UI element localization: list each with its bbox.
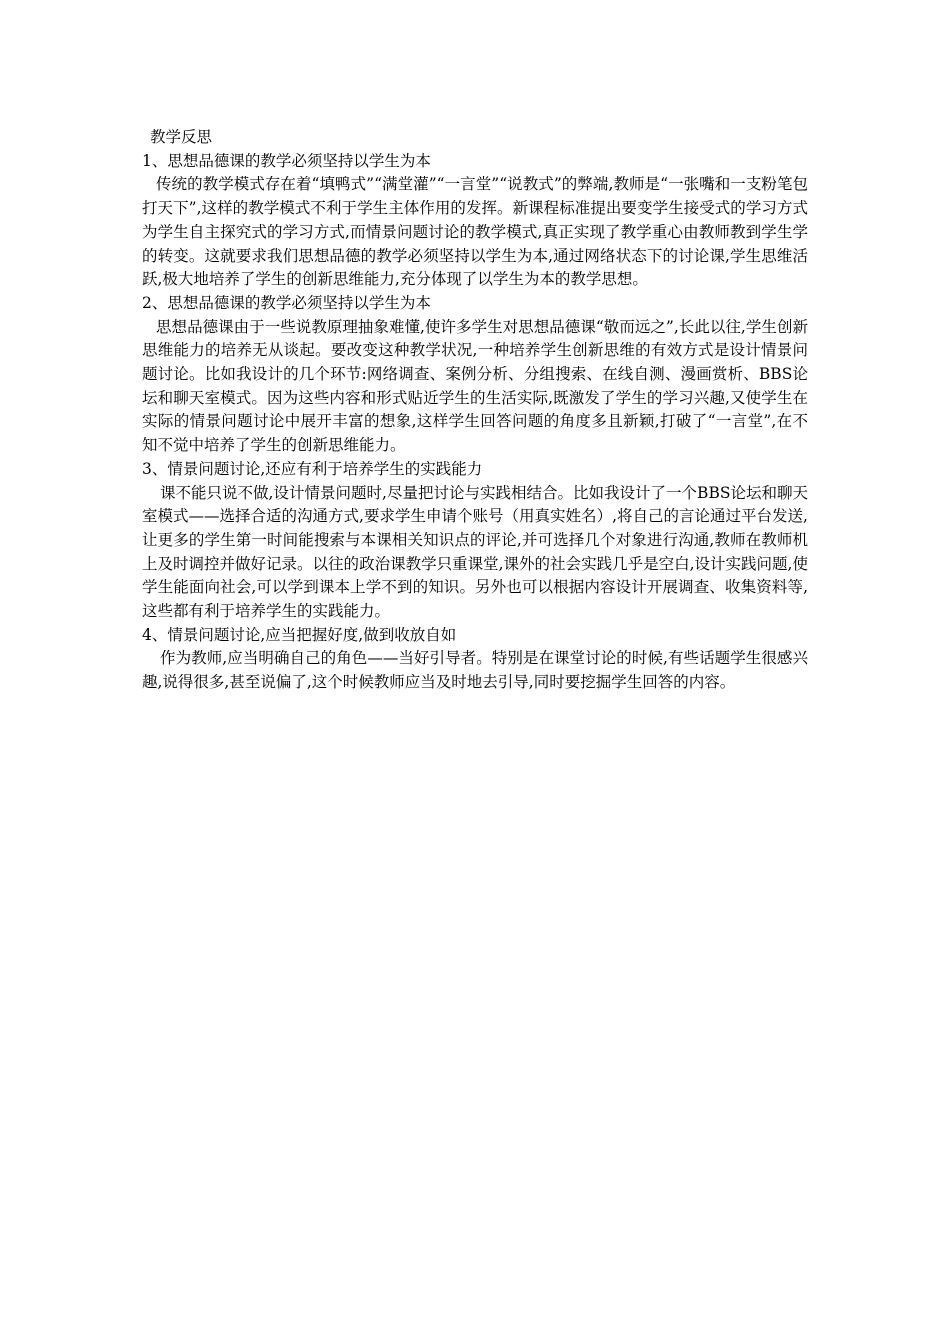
section-paragraph: 传统的教学模式存在着“填鸭式”“满堂灌”“一言堂”“说教式”的弊端,教师是“一张嘴和一支粉笔包打天下”,这样的教学模式不利于学生主体作用的发挥。新课程标准提出要变学生接受式的学习方式为学生自主探究式的学习方式,而情景问题讨论的教学模式,真正实现了教学重心由教师教到学生学的转变。这就要求我们思想品德的教学必须坚持以学生为本,通过网络状态下的讨论课,学生思维活跃,极大地培养了学生的创新思维能力,充分体现了以学生为本的教学思想。 <box>142 175 808 289</box>
section-1 <box>142 150 808 292</box>
section-paragraph: 作为教师,应当明确自己的角色——当好引导者。特别是在课堂讨论的时候,有些话题学生很感兴趣,说得很多,甚至说偏了,这个时候教师应当及时地去引导,同时要挖掘学生回答的内容。 <box>142 649 808 692</box>
section-heading: 1、思想品德课的教学必须坚持以学生为本 <box>142 151 431 170</box>
section-heading: 2、思想品德课的教学必须坚持以学生为本 <box>142 293 431 312</box>
section-heading: 3、情景问题讨论,还应有利于培养学生的实践能力 <box>142 459 483 478</box>
section-2 <box>142 292 808 458</box>
document-page <box>142 126 808 695</box>
section-3 <box>142 458 808 624</box>
section-paragraph: 思想品德课由于一些说教原理抽象难懂,使许多学生对思想品德课“敬而远之”,长此以往,学生创新思维能力的培养无从谈起。要改变这种教学状况,一种培养学生创新思维的有效方式是设计情景问题讨论。比如我设计的几个环节:网络调查、案例分析、分组搜索、在线自测、漫画赏析、BBS论坛和聊天室模式。因为这些内容和形式贴近学生的生活实际,既激发了学生的学习兴趣,又使学生在实际的情景问题讨论中展开丰富的想象,这样学生回答问题的角度多且新颖,打破了“一言堂”,在不知不觉中培养了学生的创新思维能力。 <box>142 317 808 455</box>
section-heading: 4、情景问题讨论,应当把握好度,做到收放自如 <box>142 625 457 644</box>
section-paragraph: 课不能只说不做,设计情景问题时,尽量把讨论与实践相结合。比如我设计了一个BBS论坛和聊天室模式——选择合适的沟通方式,要求学生申请个账号（用真实姓名）,将自己的言论通过平台发送,让更多的学生第一时间能搜索与本课相关知识点的评论,并可选择几个对象进行沟通,教师在教师机上及时调控并做好记录。以往的政治课教学只重课堂,课外的社会实践几乎是空白,设计实践问题,使学生能面向社会,可以学到课本上学不到的知识。另外也可以根据内容设计开展调查、收集资料等,这些都有利于培养学生的实践能力。 <box>142 483 808 621</box>
section-4 <box>142 624 808 695</box>
document-title: 教学反思 <box>150 128 213 146</box>
